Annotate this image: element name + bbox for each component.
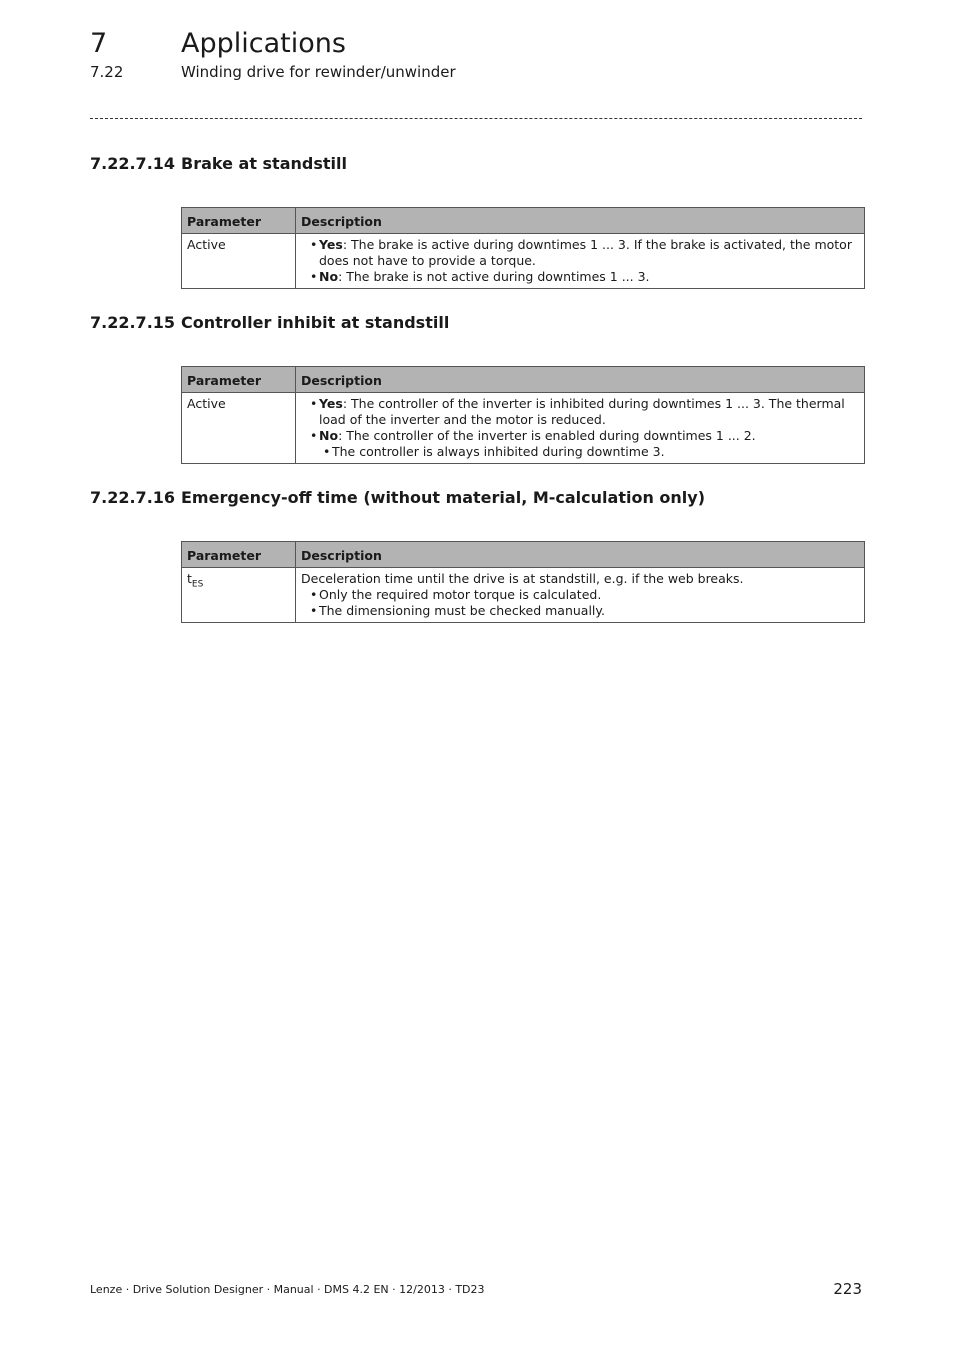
option-text: : The brake is not active during downtimes 1 ... 3. <box>338 269 650 284</box>
option-label: No <box>319 428 339 443</box>
option-text: : The controller of the inverter is enabled during downtimes 1 ... 2. <box>338 428 756 443</box>
column-header-parameter: Parameter <box>182 542 296 568</box>
list-item: • The dimensioning must be checked manually. <box>301 603 859 619</box>
list-item: • Yes: The brake is active during downtimes 1 ... 3. If the brake is activated, the motor does not have to provide a torque. <box>310 237 852 268</box>
table-row <box>182 568 865 623</box>
option-label: No <box>319 269 339 284</box>
parameter-table-brake <box>181 207 865 289</box>
parameter-symbol: t <box>187 571 192 586</box>
column-header-parameter: Parameter <box>182 367 296 393</box>
item-text: The dimensioning must be checked manually. <box>319 603 605 618</box>
description-cell <box>296 393 865 464</box>
chapter-number: 7 <box>90 28 108 59</box>
item-text: Only the required motor torque is calculated. <box>319 587 602 602</box>
option-text: : The controller of the inverter is inhibited during downtimes 1 ... 3. The thermal load of the inverter and the motor is reduced. <box>319 396 845 427</box>
parameter-cell: Active <box>182 234 296 289</box>
table-row <box>182 393 865 464</box>
sub-item-text: The controller is always inhibited during downtime 3. <box>332 444 665 459</box>
table-header-row <box>182 208 865 234</box>
parameter-cell: Active <box>182 393 296 464</box>
option-text: : The brake is active during downtimes 1 ... 3. If the brake is activated, the motor does not have to provide a torque. <box>319 237 852 268</box>
option-label: Yes <box>319 396 343 411</box>
column-header-description: Description <box>296 542 865 568</box>
table-header-row <box>182 367 865 393</box>
parameter-table-emergency-off <box>181 541 865 623</box>
list-item: • Only the required motor torque is calculated. <box>301 587 859 603</box>
parameter-cell <box>182 568 296 623</box>
table-header-row <box>182 542 865 568</box>
heading-emergency-off-time <box>90 488 705 508</box>
header-divider <box>90 118 862 119</box>
heading-title: Controller inhibit at standstill <box>181 313 450 332</box>
column-header-parameter: Parameter <box>182 208 296 234</box>
parameter-table-controller-inhibit <box>181 366 865 464</box>
heading-title: Emergency-off time (without material, M-calculation only) <box>181 488 706 507</box>
heading-number: 7.22.7.16 <box>90 488 176 507</box>
column-header-description: Description <box>296 367 865 393</box>
table-row <box>182 234 865 289</box>
chapter-title: Applications <box>181 28 346 59</box>
description-cell <box>296 568 865 623</box>
section-title: Winding drive for rewinder/unwinder <box>181 63 456 81</box>
sub-list-item: • The controller is always inhibited during downtime 3. <box>301 444 859 460</box>
column-header-description: Description <box>296 208 865 234</box>
heading-number: 7.22.7.14 <box>90 154 176 173</box>
list-item: • No: The brake is not active during downtimes 1 ... 3. <box>310 269 650 284</box>
heading-title: Brake at standstill <box>181 154 347 173</box>
heading-controller-inhibit <box>90 313 449 333</box>
footer-document-info: Lenze · Drive Solution Designer · Manual · DMS 4.2 EN · 12/2013 · TD23 <box>90 1283 485 1296</box>
heading-number: 7.22.7.15 <box>90 313 176 332</box>
description-cell <box>296 234 865 289</box>
section-number: 7.22 <box>90 63 124 81</box>
option-label: Yes <box>319 237 343 252</box>
page-number: 223 <box>833 1280 862 1298</box>
description-intro: Deceleration time until the drive is at standstill, e.g. if the web breaks. <box>301 571 744 586</box>
heading-brake-at-standstill <box>90 154 347 174</box>
parameter-subscript: ES <box>191 579 204 590</box>
list-item: • No: The controller of the inverter is enabled during downtimes 1 ... 2. <box>310 428 756 443</box>
list-item: • Yes: The controller of the inverter is inhibited during downtimes 1 ... 3. The thermal load of the inverter and the motor is reduced. <box>310 396 845 427</box>
